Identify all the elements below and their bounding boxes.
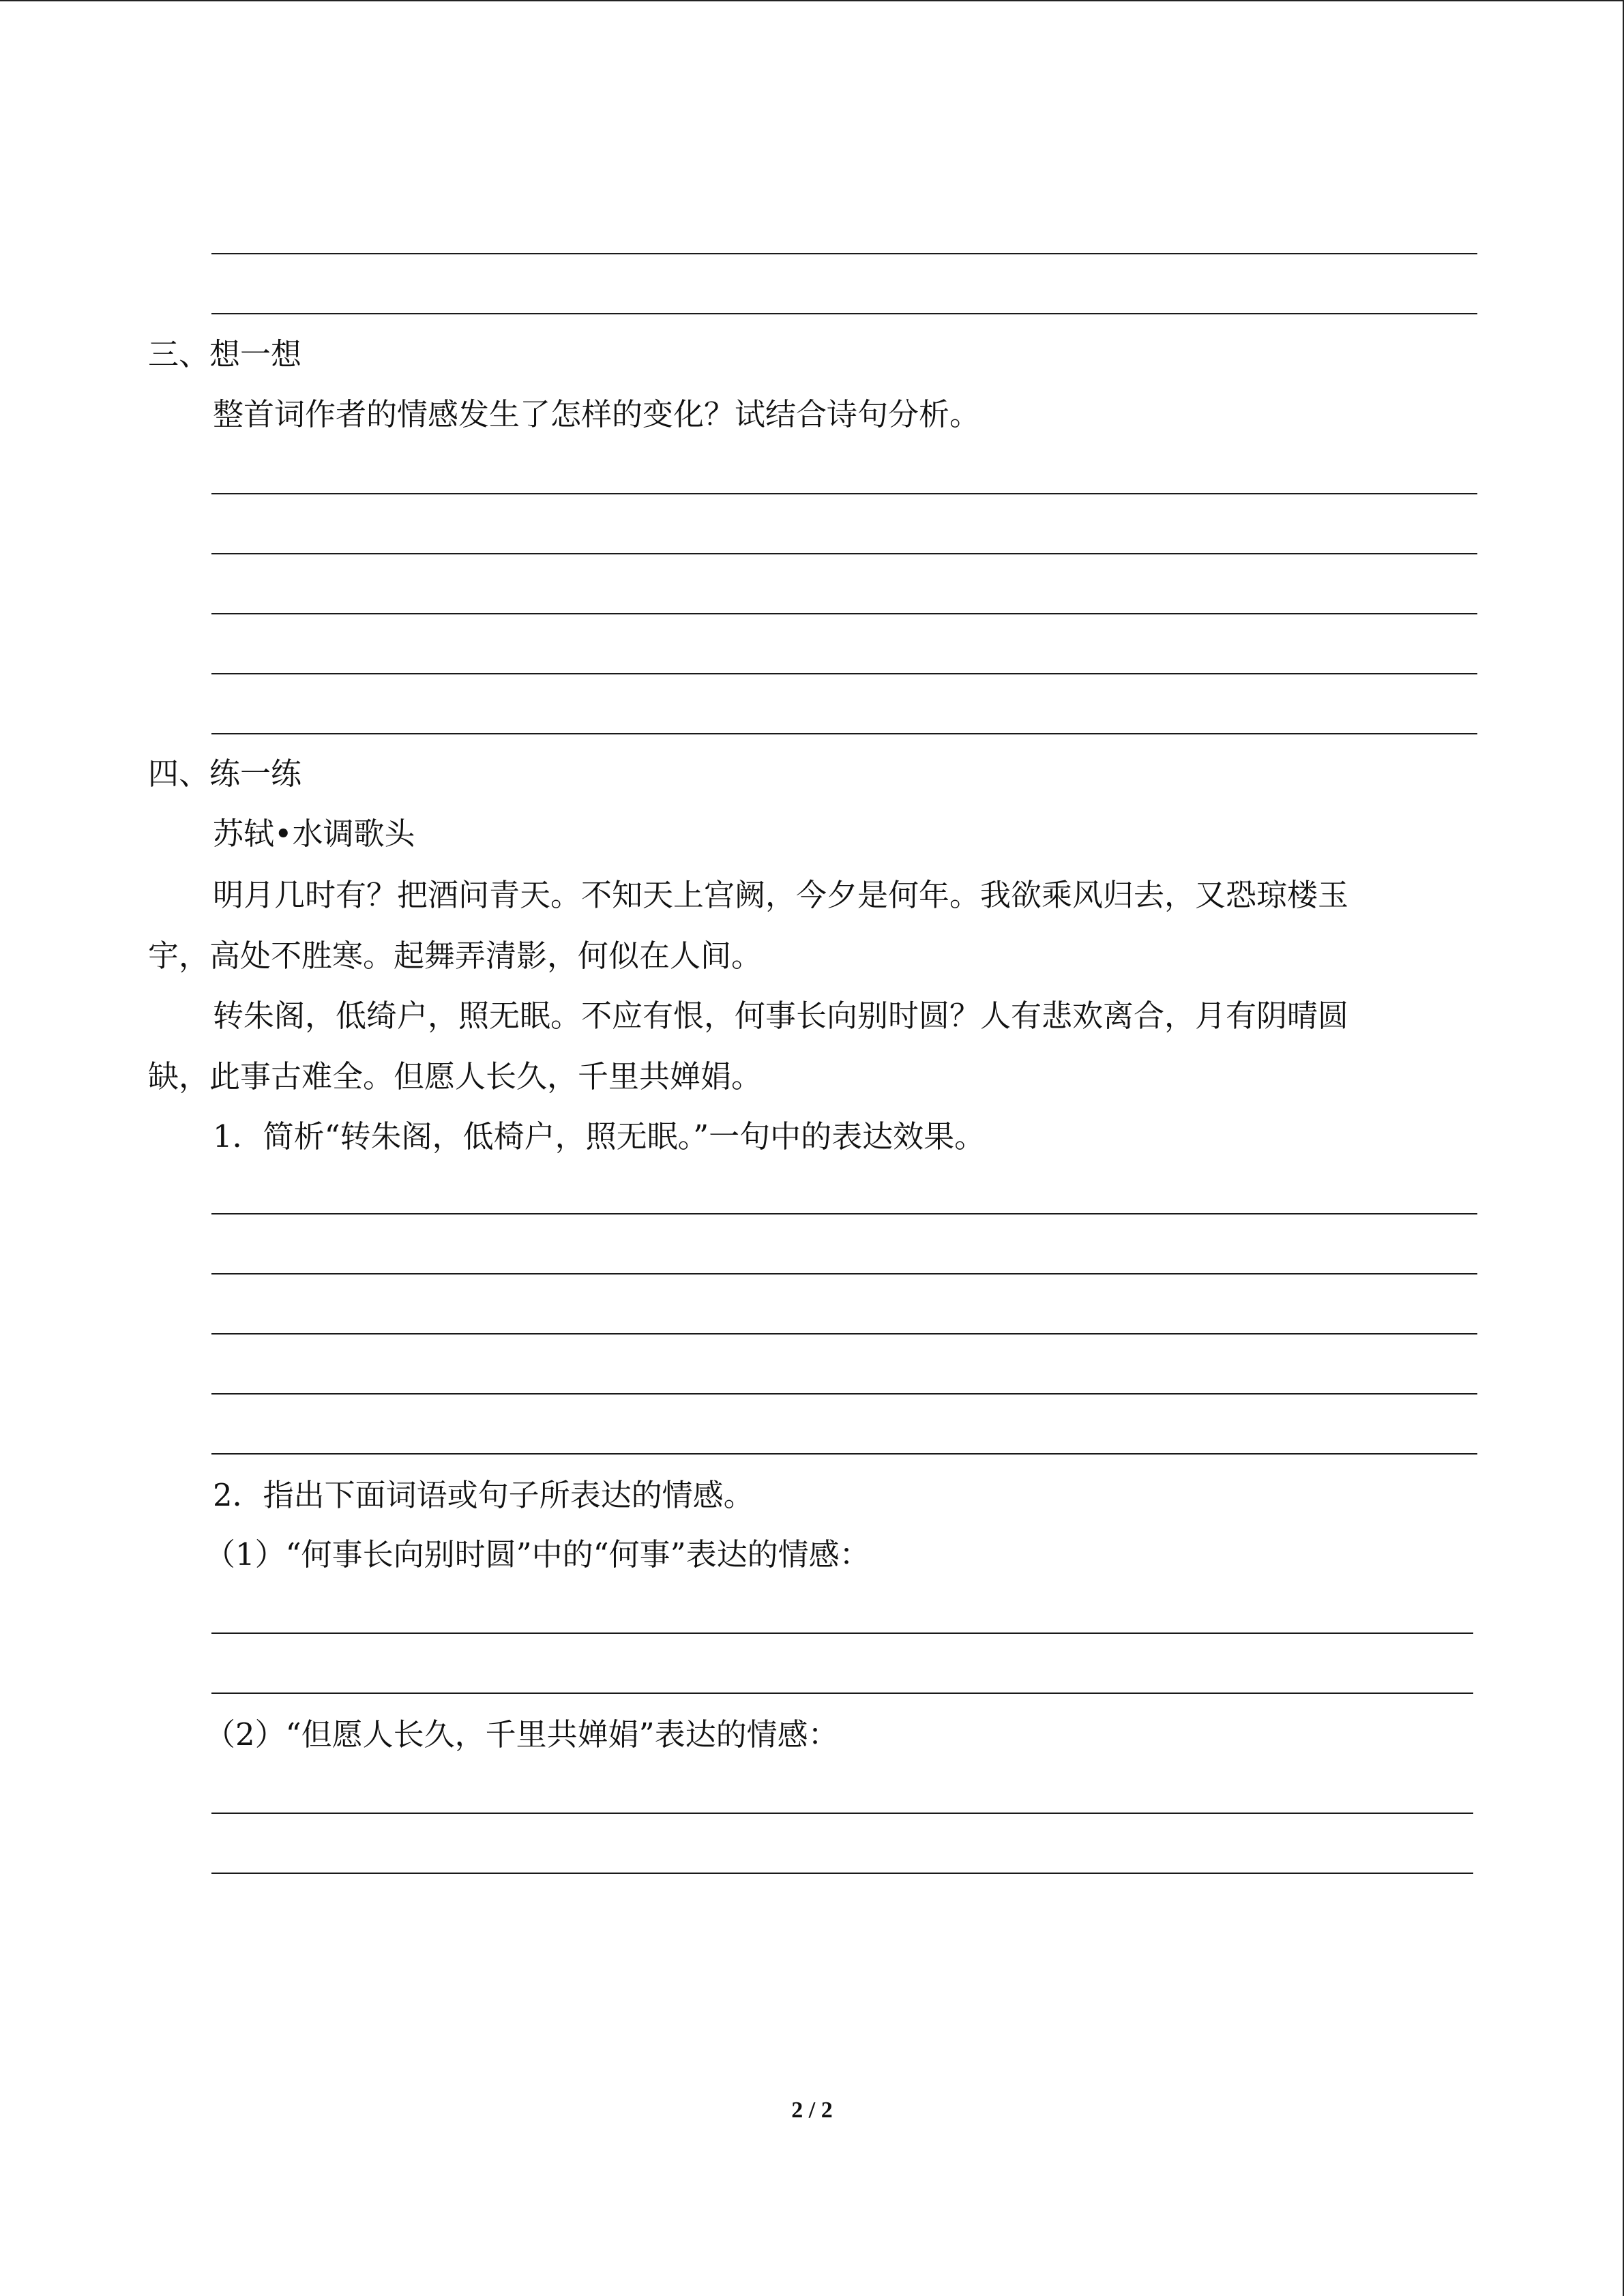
answer-line[interactable] <box>211 1813 1473 1814</box>
question-2-1: （1）“何事长向别时圆”中的“何事”表达的情感： <box>205 1536 870 1572</box>
page-number: 2 / 2 <box>791 2098 833 2123</box>
answer-line[interactable] <box>211 1273 1477 1274</box>
answer-line[interactable] <box>211 1333 1477 1335</box>
answer-line[interactable] <box>211 1393 1477 1395</box>
section3-question: 整首词作者的情感发生了怎样的变化？试结合诗句分析。 <box>213 396 981 432</box>
answer-line[interactable] <box>211 733 1477 734</box>
poem-title: 苏轼•水调歌头 <box>213 816 415 852</box>
question-2: 2．指出下面词语或句子所表达的情感。 <box>213 1477 754 1513</box>
question-1: 1．简析“转朱阁，低椅户，照无眠。”一句中的表达效果。 <box>213 1118 986 1154</box>
answer-line[interactable] <box>211 673 1477 674</box>
section4-heading: 四、练一练 <box>148 756 302 792</box>
answer-line[interactable] <box>211 1873 1473 1874</box>
answer-line[interactable] <box>211 253 1477 254</box>
answer-line[interactable] <box>211 1213 1477 1214</box>
poem-paragraph-1-line-1: 明月几时有？把酒问青天。不知天上宫阙，今夕是何年。我欲乘风归去，又恐琼楼玉 <box>213 877 1349 913</box>
answer-line[interactable] <box>211 493 1477 494</box>
poem-paragraph-2-line-2: 缺，此事古难全。但愿人长久，千里共婵娟。 <box>148 1058 763 1094</box>
question-2-2: （2）“但愿人长久，千里共婵娟”表达的情感： <box>205 1716 839 1753</box>
answer-line[interactable] <box>211 313 1477 314</box>
answer-line[interactable] <box>211 1453 1477 1455</box>
poem-paragraph-1-line-2: 宇，高处不胜寒。起舞弄清影，何似在人间。 <box>148 938 763 974</box>
poem-paragraph-2-line-1: 转朱阁，低绮户，照无眠。不应有恨，何事长向别时圆？人有悲欢离合，月有阴晴圆 <box>213 998 1349 1034</box>
answer-line[interactable] <box>211 1632 1473 1634</box>
answer-line[interactable] <box>211 1693 1473 1694</box>
answer-line[interactable] <box>211 553 1477 554</box>
answer-line[interactable] <box>211 613 1477 614</box>
section3-heading: 三、想一想 <box>148 336 302 372</box>
